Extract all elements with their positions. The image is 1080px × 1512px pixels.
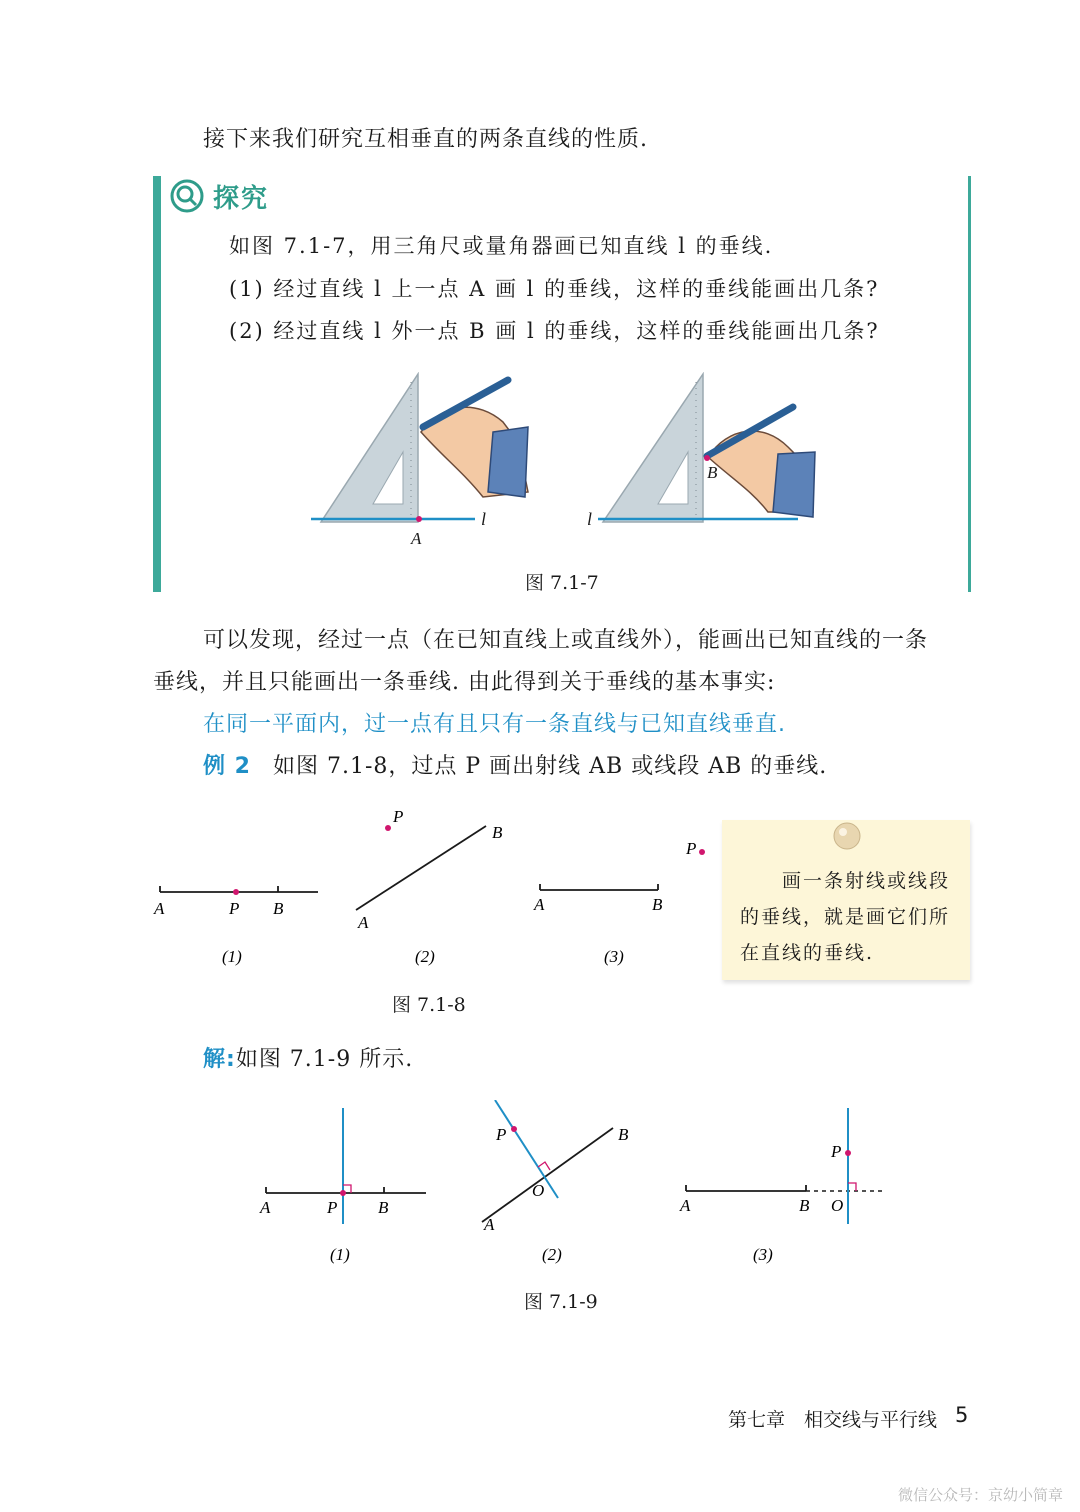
fig9-1-A: A [260, 1198, 271, 1217]
fig8-3-point-p [699, 849, 705, 855]
label-B: B [707, 463, 718, 482]
fig9-3-right-angle [848, 1183, 856, 1191]
fig8-2-B: B [492, 823, 503, 842]
fig8-1-B: B [273, 899, 284, 918]
fig9-sub1: (1) [330, 1245, 350, 1264]
fig9-3-P: P [831, 1142, 842, 1161]
explore-box [153, 176, 971, 592]
label-l-right: l [587, 509, 593, 529]
solution-text: 如图 7.1-9 所示. [235, 1047, 414, 1072]
point-b-dot [704, 455, 710, 461]
fig9-2-B: B [618, 1125, 629, 1144]
example-text: 如图 7.1-8，过点 P 画出射线 AB 或线段 AB 的垂线. [272, 754, 828, 779]
intro-text: 接下来我们研究互相垂直的两条直线的性质. [203, 127, 648, 152]
fig8-sub3: (3) [604, 947, 624, 966]
figure-7-1-8 [140, 800, 720, 980]
fig-7-1-8-caption: 图 7.1-8 [392, 994, 466, 1016]
fig9-3-B: B [799, 1196, 810, 1215]
fig8-3-A: A [534, 895, 545, 914]
fig9-1-P: P [327, 1198, 338, 1217]
explore-title: 探究 [213, 184, 270, 214]
explore-right-bar [968, 176, 971, 592]
fig9-3-O: O [831, 1196, 844, 1215]
fig8-sub2: (2) [415, 947, 435, 966]
note-line-3: 在直线的垂线. [740, 942, 875, 964]
fig8-2-P: P [393, 807, 404, 826]
fig9-2-perpendicular [495, 1100, 558, 1198]
sleeve-left [488, 427, 528, 497]
fig9-3-A: A [680, 1196, 691, 1215]
footer-chapter: 第七章 相交线与平行线 [728, 1409, 938, 1431]
watermark: 微信公众号：京幼小简章 [898, 1486, 1064, 1504]
fig9-2-O: O [532, 1181, 545, 1200]
fig8-1-point-p [233, 889, 239, 895]
figure-7-1-7 [303, 372, 823, 552]
fig8-3-P: P [686, 839, 697, 858]
pin-icon [830, 820, 864, 854]
fig-7-1-7-caption: 图 7.1-7 [525, 572, 599, 594]
fig8-2-point-p [385, 825, 391, 831]
explore-left-bar [153, 176, 161, 592]
example-label: 例 2 [203, 754, 251, 779]
explore-line-2: (1) 经过直线 l 上一点 A 画 l 的垂线，这样的垂线能画出几条? [229, 277, 880, 301]
example-2 [203, 749, 827, 780]
note-line-2: 的垂线，就是画它们所 [740, 906, 951, 928]
fig8-2-line [356, 826, 486, 910]
magnifier-icon [169, 178, 205, 214]
fig-7-1-9-caption: 图 7.1-9 [524, 1291, 598, 1313]
solution [203, 1042, 413, 1073]
explore-line-3: (2) 经过直线 l 外一点 B 画 l 的垂线，这样的垂线能画出几条? [229, 319, 880, 343]
sleeve-right [773, 452, 815, 517]
fig8-2-A: A [358, 913, 369, 932]
note-line-1: 画一条射线或线段 [782, 870, 951, 892]
fig8-sub1: (1) [222, 947, 242, 966]
para-line-2: 垂线，并且只能画出一条垂线. 由此得到关于垂线的基本事实: [153, 670, 776, 695]
fig8-1-A: A [154, 899, 165, 918]
tip-note [722, 820, 970, 980]
fig9-2-A: A [484, 1215, 495, 1234]
fig9-sub3: (3) [753, 1245, 773, 1264]
fig9-sub2: (2) [542, 1245, 562, 1264]
explore-line-1: 如图 7.1-7，用三角尺或量角器画已知直线 l 的垂线. [229, 234, 774, 258]
figure-7-1-9 [250, 1100, 910, 1280]
fig9-2-P: P [496, 1125, 507, 1144]
fig9-1-B: B [378, 1198, 389, 1217]
fig8-3-B: B [652, 895, 663, 914]
solution-label: 解: [203, 1047, 236, 1072]
label-l-left: l [481, 509, 487, 529]
page-number: 5 [955, 1403, 969, 1427]
point-a-dot [416, 516, 422, 522]
label-A: A [411, 529, 422, 548]
basic-fact: 在同一平面内，过一点有且只有一条直线与已知直线垂直. [203, 712, 786, 737]
para-line-1: 可以发现，经过一点（在已知直线上或直线外），能画出已知直线的一条 [203, 628, 929, 653]
fig8-1-P: P [229, 899, 240, 918]
